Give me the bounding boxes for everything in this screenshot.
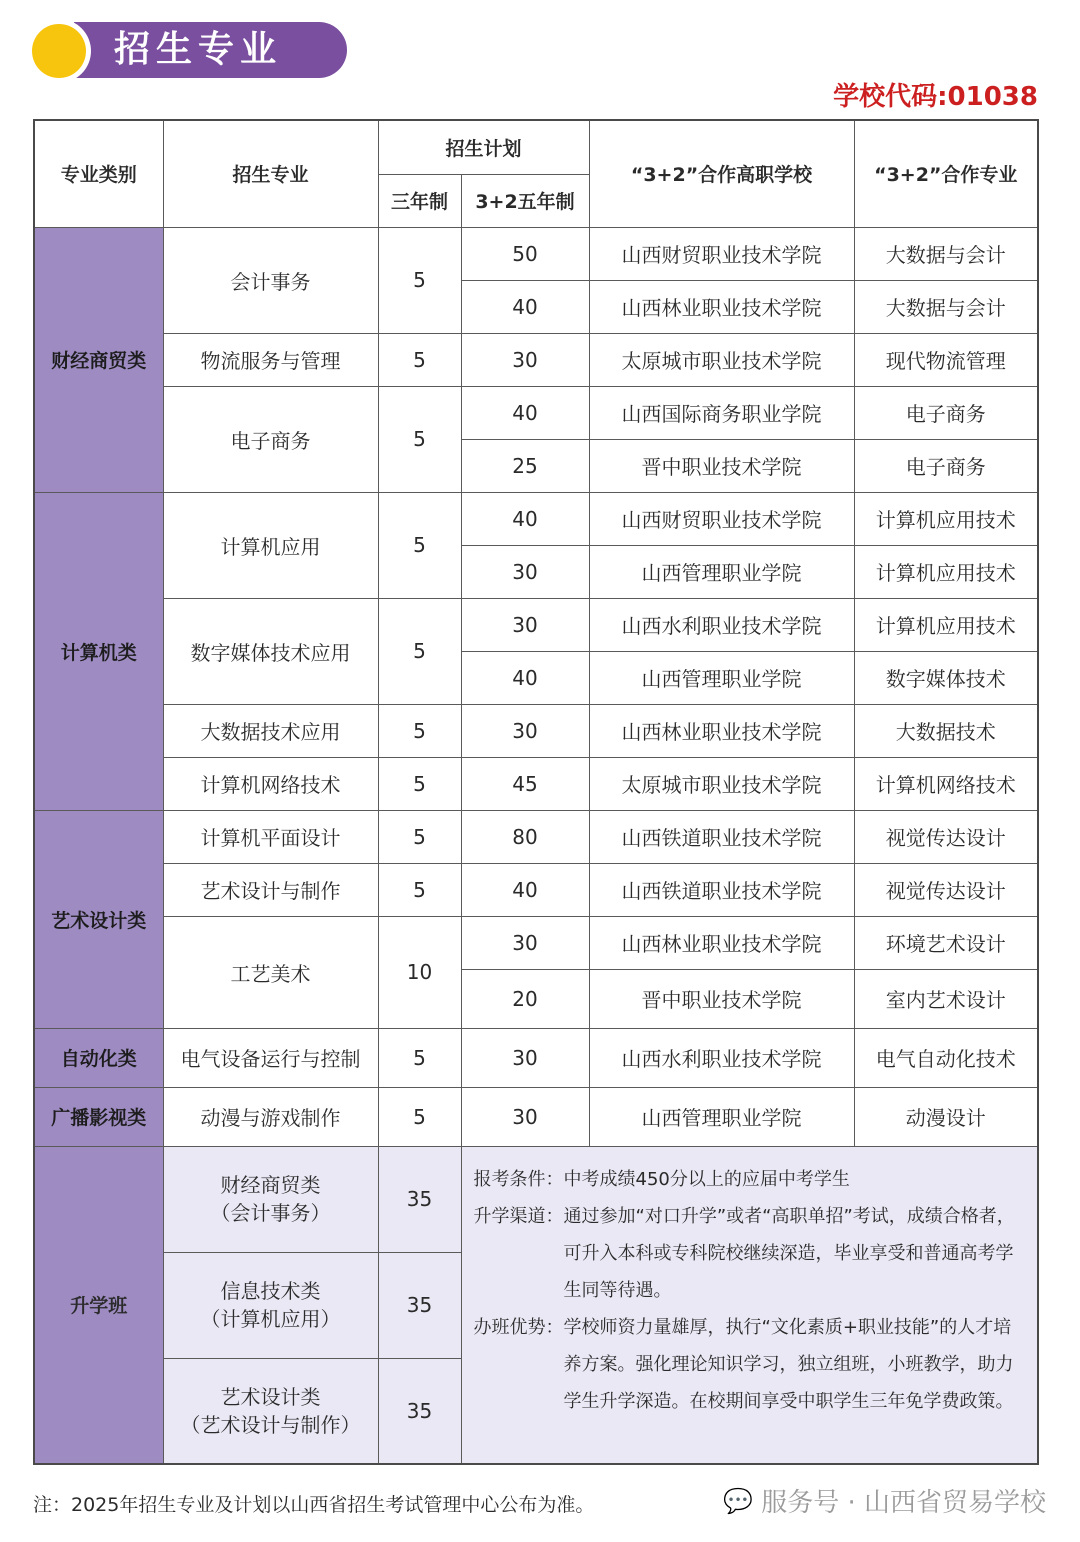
promotion-class-line2: （计算机应用） (200, 1307, 341, 1331)
major-name: 工艺美术 (163, 916, 378, 1028)
partner-major: 计算机网络技术 (854, 757, 1038, 810)
partner-school: 山西水利职业技术学院 (589, 598, 854, 651)
category-broadcast: 广播影视类 (34, 1087, 163, 1146)
major-name: 大数据技术应用 (163, 704, 378, 757)
partner-major: 大数据技术 (854, 704, 1038, 757)
header-partner-school: “3+2”合作高职学校 (589, 120, 854, 227)
partner-major: 电子商务 (854, 386, 1038, 439)
five-year-count: 30 (461, 1028, 589, 1087)
wechat-icon: 💬 (723, 1486, 754, 1515)
three-year-count: 5 (378, 810, 461, 863)
major-name: 会计事务 (163, 227, 378, 333)
promotion-class-line2: （艺术设计与制作） (180, 1412, 361, 1437)
promotion-class (163, 1146, 378, 1252)
partner-school: 山西财贸职业技术学院 (589, 227, 854, 280)
partner-major: 电子商务 (854, 439, 1038, 492)
partner-major: 室内艺术设计 (854, 969, 1038, 1028)
three-year-count: 5 (378, 1028, 461, 1087)
header-partner-major: “3+2”合作专业 (854, 120, 1038, 227)
five-year-count: 80 (461, 810, 589, 863)
five-year-count: 30 (461, 333, 589, 386)
note-label: 报考条件： (473, 1168, 564, 1190)
five-year-count: 40 (461, 863, 589, 916)
major-name: 计算机平面设计 (163, 810, 378, 863)
five-year-count: 30 (461, 598, 589, 651)
note-text: 通过参加“对口升学”或者“高职单招”考试，成绩合格者，可升入本科或专科院校继续深造，毕业享受和普通高考学生同等待遇。 (563, 1205, 1015, 1301)
partner-school: 山西铁道职业技术学院 (589, 863, 854, 916)
header-plan: 招生计划 (378, 120, 589, 174)
category-art-design: 艺术设计类 (34, 810, 163, 1028)
major-name: 动漫与游戏制作 (163, 1087, 378, 1146)
note-label: 升学渠道： (473, 1205, 564, 1227)
note-text: 中考成绩450分以上的应届中考学生 (563, 1168, 850, 1190)
promotion-count: 35 (378, 1358, 461, 1464)
five-year-count: 30 (461, 545, 589, 598)
three-year-count: 5 (378, 757, 461, 810)
five-year-count: 30 (461, 704, 589, 757)
promotion-class-line2: （会计事务） (210, 1201, 331, 1225)
five-year-count: 45 (461, 757, 589, 810)
partner-major: 计算机应用技术 (854, 598, 1038, 651)
three-year-count: 5 (378, 386, 461, 492)
banner-dot (32, 24, 86, 78)
partner-major: 视觉传达设计 (854, 810, 1038, 863)
note-channel (474, 1198, 1028, 1309)
major-name: 计算机应用 (163, 492, 378, 598)
three-year-count: 5 (378, 598, 461, 704)
school-code: 学校代码:01038 (833, 82, 1038, 112)
category-automation: 自动化类 (34, 1028, 163, 1087)
promotion-count: 35 (378, 1252, 461, 1358)
five-year-count: 40 (461, 651, 589, 704)
watermark-text: 服务号 · 山西省贸易学校 (761, 1488, 1046, 1518)
partner-school: 太原城市职业技术学院 (589, 757, 854, 810)
category-computer: 计算机类 (34, 492, 163, 810)
major-name: 计算机网络技术 (163, 757, 378, 810)
partner-major: 电气自动化技术 (854, 1028, 1038, 1087)
promotion-class-line1: 财经商贸类 (220, 1173, 321, 1197)
partner-school: 山西财贸职业技术学院 (589, 492, 854, 545)
major-name: 物流服务与管理 (163, 333, 378, 386)
partner-school: 山西林业职业技术学院 (589, 280, 854, 333)
header-category: 专业类别 (34, 120, 163, 227)
promotion-notes (461, 1146, 1038, 1464)
five-year-count: 25 (461, 439, 589, 492)
promotion-class-line1: 艺术设计类 (220, 1384, 321, 1409)
watermark (723, 1482, 1046, 1519)
header-three-year: 三年制 (378, 174, 461, 227)
note-label: 办班优势： (473, 1316, 564, 1338)
partner-major: 大数据与会计 (854, 280, 1038, 333)
five-year-count: 40 (461, 280, 589, 333)
enrollment-table (33, 119, 1039, 1465)
partner-major: 大数据与会计 (854, 227, 1038, 280)
partner-school: 山西管理职业学院 (589, 1087, 854, 1146)
note-text: 学校师资力量雄厚，执行“文化素质+职业技能”的人才培养方案。强化理论知识学习，独立组班，小班教学，助力学生升学深造。在校期间享受中职学生三年免学费政策。 (563, 1316, 1014, 1412)
three-year-count: 5 (378, 704, 461, 757)
five-year-count: 40 (461, 386, 589, 439)
three-year-count: 5 (378, 333, 461, 386)
major-name: 电气设备运行与控制 (163, 1028, 378, 1087)
five-year-count: 20 (461, 969, 589, 1028)
category-finance: 财经商贸类 (34, 227, 163, 492)
partner-school: 山西管理职业学院 (589, 545, 854, 598)
promotion-class (163, 1358, 378, 1464)
three-year-count: 5 (378, 492, 461, 598)
partner-school: 山西国际商务职业学院 (589, 386, 854, 439)
major-name: 电子商务 (163, 386, 378, 492)
five-year-count: 40 (461, 492, 589, 545)
header-major: 招生专业 (163, 120, 378, 227)
partner-major: 计算机应用技术 (854, 492, 1038, 545)
partner-school: 山西林业职业技术学院 (589, 916, 854, 969)
promotion-class-line1: 信息技术类 (220, 1279, 321, 1303)
five-year-count: 30 (461, 1087, 589, 1146)
major-name: 艺术设计与制作 (163, 863, 378, 916)
partner-major: 视觉传达设计 (854, 863, 1038, 916)
partner-major: 环境艺术设计 (854, 916, 1038, 969)
five-year-count: 30 (461, 916, 589, 969)
note-requirement (474, 1161, 1028, 1198)
partner-major: 动漫设计 (854, 1087, 1038, 1146)
section-banner (32, 22, 347, 78)
partner-major: 现代物流管理 (854, 333, 1038, 386)
note-advantage (474, 1309, 1028, 1420)
header-five-year: 3+2五年制 (461, 174, 589, 227)
partner-school: 山西管理职业学院 (589, 651, 854, 704)
enrollment-table-wrap (33, 119, 1039, 1465)
partner-major: 计算机应用技术 (854, 545, 1038, 598)
three-year-count: 5 (378, 863, 461, 916)
promotion-count: 35 (378, 1146, 461, 1252)
partner-school: 山西铁道职业技术学院 (589, 810, 854, 863)
three-year-count: 5 (378, 1087, 461, 1146)
three-year-count: 5 (378, 227, 461, 333)
major-name: 数字媒体技术应用 (163, 598, 378, 704)
partner-school: 晋中职业技术学院 (589, 439, 854, 492)
category-promotion: 升学班 (34, 1146, 163, 1464)
three-year-count: 10 (378, 916, 461, 1028)
partner-school: 太原城市职业技术学院 (589, 333, 854, 386)
five-year-count: 50 (461, 227, 589, 280)
partner-school: 晋中职业技术学院 (589, 969, 854, 1028)
partner-school: 山西水利职业技术学院 (589, 1028, 854, 1087)
promotion-class (163, 1252, 378, 1358)
page-title: 招生专业 (114, 29, 283, 70)
partner-major: 数字媒体技术 (854, 651, 1038, 704)
footnote: 注：2025年招生专业及计划以山西省招生考试管理中心公布为准。 (33, 1494, 595, 1516)
partner-school: 山西林业职业技术学院 (589, 704, 854, 757)
